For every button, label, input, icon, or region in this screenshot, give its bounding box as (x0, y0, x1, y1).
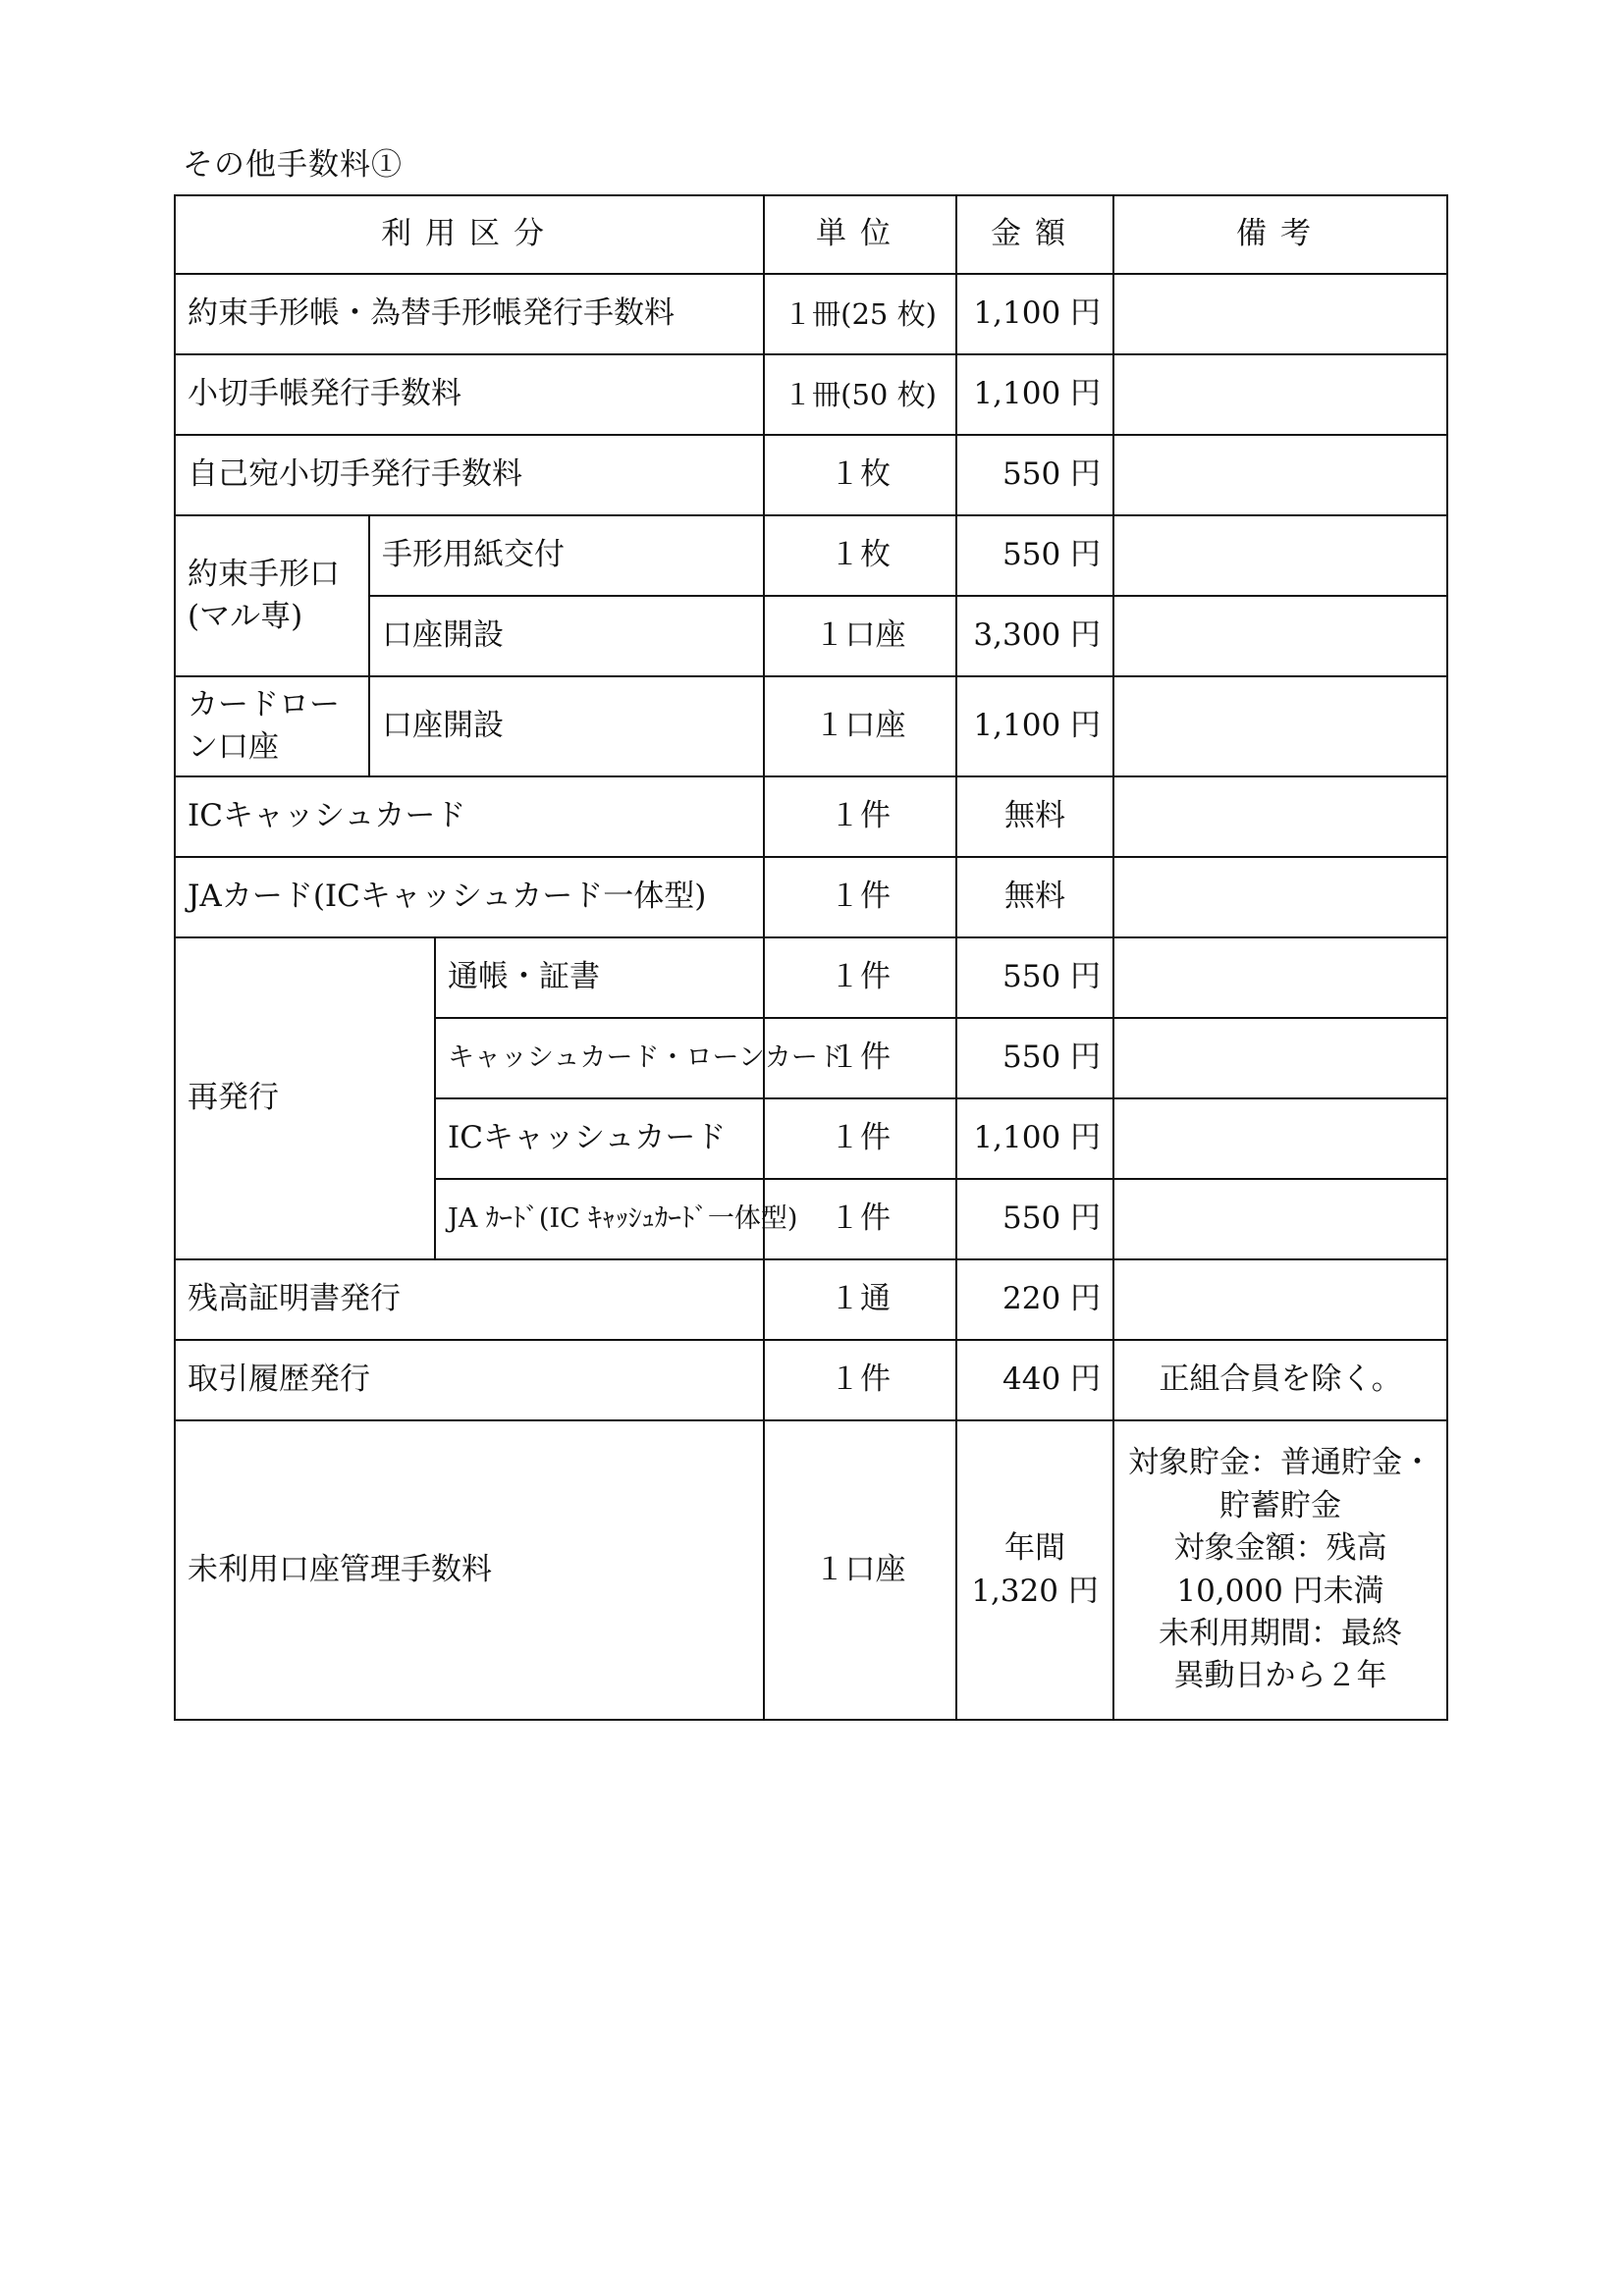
row-remarks (1113, 435, 1447, 515)
row-amount: 550 円 (956, 435, 1113, 515)
remarks-line: 対象貯金：普通貯金・ (1128, 1445, 1434, 1481)
row-unit: １件 (764, 857, 956, 937)
table-row (175, 937, 1447, 1018)
page-title: その他手数料① (183, 147, 403, 183)
remarks-line: 10,000 円未満 (1176, 1573, 1384, 1609)
row-amount: 220 円 (956, 1259, 1113, 1340)
row-remarks (1113, 596, 1447, 676)
row-remarks (1113, 676, 1447, 776)
row-remarks (1113, 1259, 1447, 1340)
table-row (175, 274, 1447, 354)
table-row (175, 1420, 1447, 1720)
row-label: 取引履歴発行 (175, 1340, 764, 1420)
row-unit: １件 (764, 1098, 956, 1179)
row-label: JAカード(ICキャッシュカード一体型) (175, 857, 764, 937)
row-unit: １口座 (764, 1420, 956, 1720)
amount-line: 年間 (1004, 1530, 1066, 1567)
row-amount: 3,300 円 (956, 596, 1113, 676)
remarks-line: 未利用期間：最終 (1159, 1615, 1403, 1651)
row-unit: １冊(25 枚) (764, 274, 956, 354)
table-row (175, 354, 1447, 435)
group-label-line: (マル専) (188, 599, 303, 634)
row-amount: 無料 (956, 857, 1113, 937)
table-row (175, 857, 1447, 937)
row-label: 約束手形帳・為替手形帳発行手数料 (175, 274, 764, 354)
row-amount: 1,100 円 (956, 354, 1113, 435)
group-label-promissory-account (175, 515, 369, 676)
row-amount (956, 1420, 1113, 1720)
row-label: 手形用紙交付 (369, 515, 764, 596)
row-remarks (1113, 354, 1447, 435)
row-label: ICキャッシュカード (175, 776, 764, 857)
row-label: 未利用口座管理手数料 (175, 1420, 764, 1720)
header-unit: 単位 (764, 195, 956, 274)
row-remarks (1113, 274, 1447, 354)
group-label-line: カードロー (188, 686, 340, 722)
group-label-line: ン口座 (188, 729, 279, 765)
amount-line: 1,320 円 (971, 1573, 1099, 1609)
group-label-card-loan (175, 676, 369, 776)
row-label: 小切手帳発行手数料 (175, 354, 764, 435)
row-label: JA ｶｰﾄﾞ(IC ｷｬｯｼｭｶｰﾄﾞ一体型) (435, 1179, 764, 1259)
row-remarks (1113, 1018, 1447, 1098)
row-unit: １口座 (764, 676, 956, 776)
row-amount: 無料 (956, 776, 1113, 857)
fee-table (174, 194, 1448, 1721)
row-remarks: 正組合員を除く。 (1113, 1340, 1447, 1420)
remarks-line: 貯蓄貯金 (1219, 1487, 1342, 1523)
row-amount: 440 円 (956, 1340, 1113, 1420)
row-remarks (1113, 1098, 1447, 1179)
table-row (175, 1340, 1447, 1420)
row-unit: １件 (764, 1018, 956, 1098)
row-label: 通帳・証書 (435, 937, 764, 1018)
group-label-line: 約束手形口 (188, 556, 340, 592)
row-label: 残高証明書発行 (175, 1259, 764, 1340)
table-header-row (175, 195, 1447, 274)
row-amount: 550 円 (956, 937, 1113, 1018)
row-unit: １口座 (764, 596, 956, 676)
remarks-line: 異動日から２年 (1173, 1658, 1387, 1694)
row-remarks (1113, 1179, 1447, 1259)
row-unit: １枚 (764, 435, 956, 515)
table-row (175, 435, 1447, 515)
header-amount: 金額 (956, 195, 1113, 274)
row-unit: １冊(50 枚) (764, 354, 956, 435)
row-remarks (1113, 1420, 1447, 1720)
row-amount: 1,100 円 (956, 676, 1113, 776)
row-label: キャッシュカード・ローンカード (435, 1018, 764, 1098)
row-label: 自己宛小切手発行手数料 (175, 435, 764, 515)
row-unit: １件 (764, 776, 956, 857)
table-row (175, 1259, 1447, 1340)
row-label: 口座開設 (369, 676, 764, 776)
table-row (175, 515, 1447, 596)
row-unit: １通 (764, 1259, 956, 1340)
row-amount: 550 円 (956, 1018, 1113, 1098)
row-remarks (1113, 857, 1447, 937)
row-amount: 1,100 円 (956, 274, 1113, 354)
row-remarks (1113, 776, 1447, 857)
row-amount: 550 円 (956, 1179, 1113, 1259)
row-label: 口座開設 (369, 596, 764, 676)
row-unit: １件 (764, 1179, 956, 1259)
row-amount: 1,100 円 (956, 1098, 1113, 1179)
row-amount: 550 円 (956, 515, 1113, 596)
table-row (175, 676, 1447, 776)
row-unit: １件 (764, 937, 956, 1018)
row-unit: １枚 (764, 515, 956, 596)
group-label-reissue: 再発行 (175, 937, 435, 1259)
row-label: ICキャッシュカード (435, 1098, 764, 1179)
header-remarks: 備考 (1113, 195, 1447, 274)
header-category: 利用区分 (175, 195, 764, 274)
row-remarks (1113, 515, 1447, 596)
remarks-line: 対象金額：残高 (1173, 1530, 1387, 1567)
row-remarks (1113, 937, 1447, 1018)
table-row (175, 776, 1447, 857)
row-unit: １件 (764, 1340, 956, 1420)
